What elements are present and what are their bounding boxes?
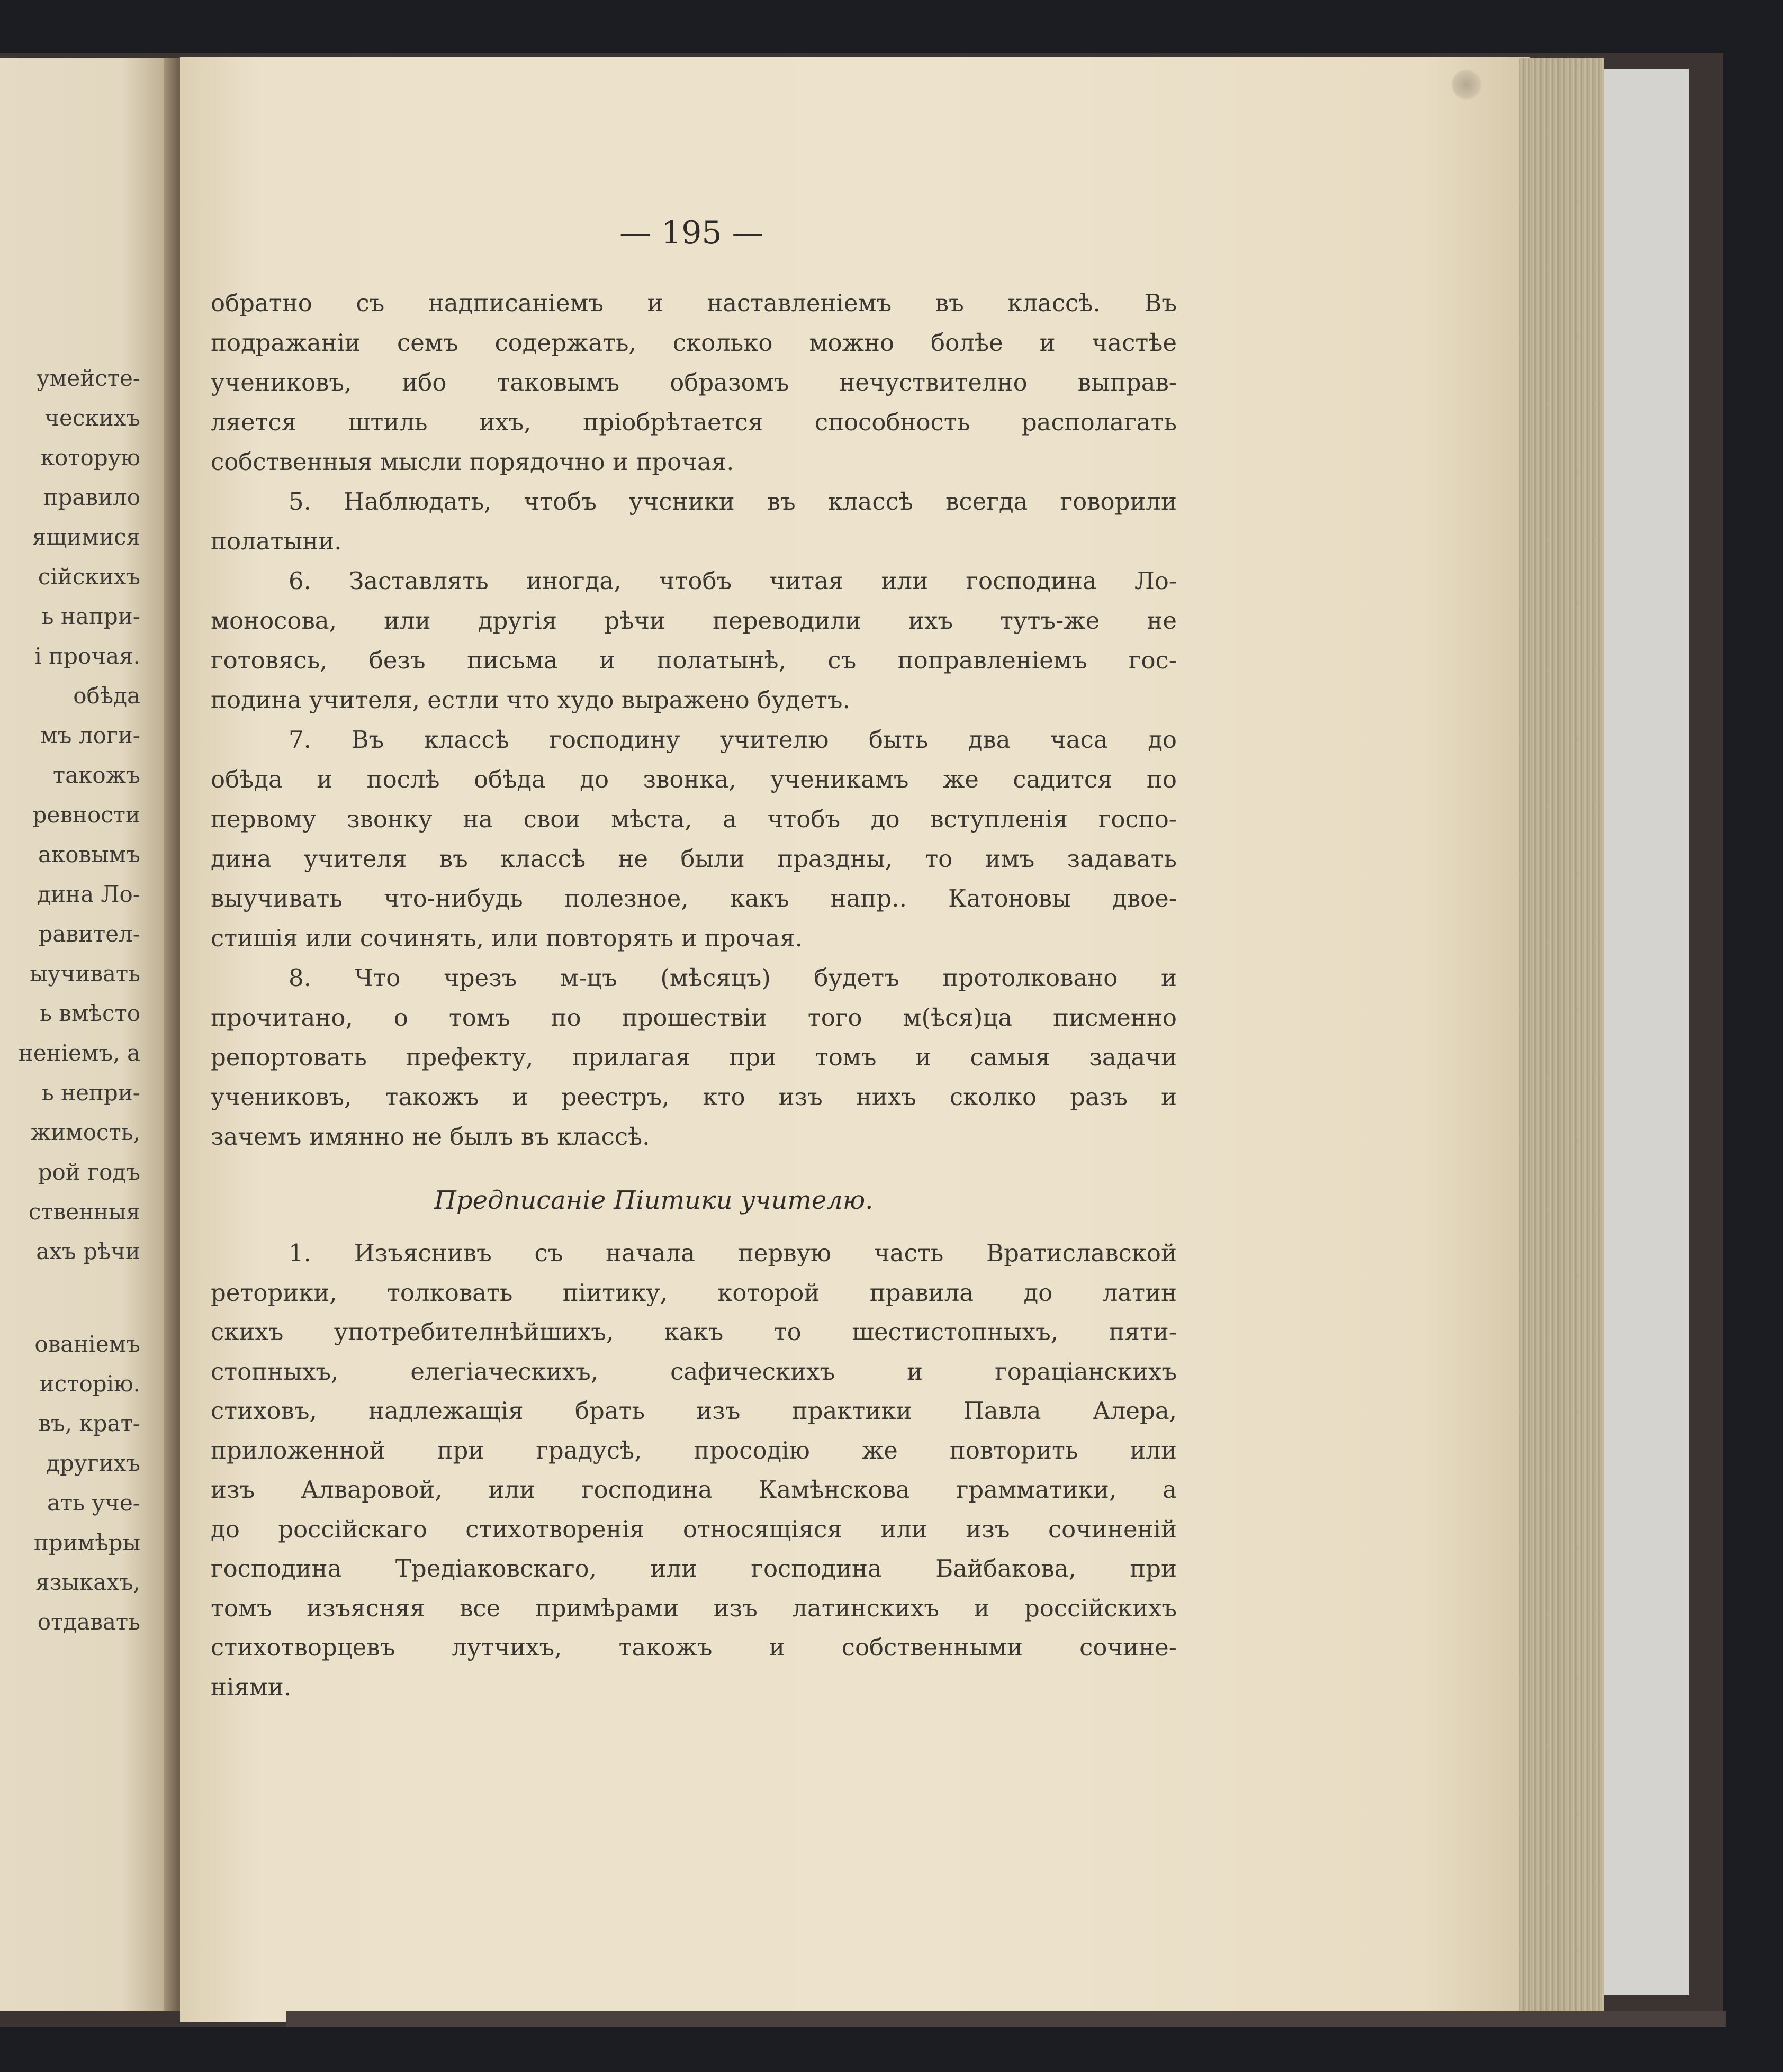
left-page-line: ственныя <box>28 1199 140 1225</box>
left-page-line: отдавать <box>37 1609 140 1635</box>
left-page-line: правило <box>43 484 140 510</box>
left-page-line: такожъ <box>52 762 140 788</box>
left-page-line: обѣда <box>73 683 140 709</box>
section-line: стиховъ, надлежащiя брать изъ практики Павла Алера, <box>211 1397 1177 1425</box>
left-page-line: ованiемъ <box>34 1331 140 1357</box>
body-line: подражанiи семъ содержать, сколько можно болѣе и частѣе <box>211 329 1177 357</box>
page-stack-edge <box>1519 58 1604 2011</box>
left-page-line: жимость, <box>30 1119 140 1145</box>
body-line: ляется штиль ихъ, прiобрѣтается способность располагать <box>211 408 1177 436</box>
section-line: господина Тредiаковскаго, или господина Байбакова, при <box>211 1554 1177 1582</box>
section-line: нiями. <box>211 1672 292 1701</box>
body-line: полатыни. <box>211 527 342 555</box>
left-page <box>0 58 175 2011</box>
left-page-line: і прочая. <box>34 643 140 669</box>
body-line: моносова, или другiя рѣчи переводили ихъ тутъ-же не <box>211 607 1177 635</box>
body-line: 8. Что чрезъ м-цъ (мѣсяцъ) будетъ протолковано и <box>289 964 1177 992</box>
body-line: 5. Наблюдать, чтобъ учсники въ классѣ всегда говорили <box>289 487 1177 515</box>
body-line: обратно съ надписанiемъ и наставленiемъ въ классѣ. Въ <box>211 289 1177 317</box>
body-line: собственныя мысли порядочно и прочая. <box>211 448 734 476</box>
section-line: приложенной при градусѣ, просодiю же повторить или <box>211 1436 1177 1464</box>
left-page-line: ревности <box>32 802 140 828</box>
body-line: подина учителя, естли что худо выражено будетъ. <box>211 686 850 714</box>
section-line: реторики, толковать пiитику, которой правила до латин <box>211 1278 1177 1307</box>
body-line: обѣда и послѣ обѣда до звонка, ученикамъ же садится по <box>211 765 1177 793</box>
left-page-line: ненiемъ, а <box>18 1040 140 1066</box>
left-page-line: рой годъ <box>38 1159 140 1185</box>
left-page-line: исторiю. <box>39 1371 140 1397</box>
section-line: до россiйскаго стихотворенiя относящiяся или изъ сочиненiй <box>211 1515 1177 1543</box>
left-page-line: ахъ рѣчи <box>36 1238 140 1264</box>
left-page-line: въ, крат- <box>38 1410 140 1436</box>
left-page-line: языкахъ, <box>35 1569 140 1595</box>
left-page-line: дина Ло- <box>37 881 140 907</box>
body-line: зачемъ имянно не былъ въ классѣ. <box>211 1123 650 1151</box>
left-page-line: ческихъ <box>44 405 140 431</box>
section-heading: Предписанiе Пiитики учителю. <box>434 1186 874 1215</box>
body-line: дина учителя въ классѣ не были праздны, то имъ задавать <box>211 845 1177 873</box>
left-page-line: аковымъ <box>38 842 140 867</box>
corner-stain <box>1451 69 1482 101</box>
left-page-line: ать уче- <box>47 1490 140 1516</box>
section-line: стихотворцевъ лутчихъ, такожъ и собственными сочине- <box>211 1633 1177 1661</box>
left-page-line: ь непри- <box>41 1080 140 1106</box>
section-line: изъ Алваровой, или господина Камѣнскова грамматики, а <box>211 1476 1177 1504</box>
section-line: стопныхъ, елегiаческихъ, сафическихъ и горацiанскихъ <box>211 1357 1177 1386</box>
left-page-line: другихъ <box>46 1450 140 1476</box>
body-line: 6. Заставлять иногда, чтобъ читая или господина Ло- <box>289 567 1177 595</box>
section-line: скихъ употребителнѣйшихъ, какъ то шестистопныхъ, пяти- <box>211 1318 1177 1346</box>
body-line: учениковъ, ибо таковымъ образомъ нечуствително выправ- <box>211 368 1177 396</box>
body-line: первому звонку на свои мѣста, а чтобъ до вступленiя госпо- <box>211 805 1177 833</box>
left-page-line: ыучивать <box>30 961 140 987</box>
body-line: готовясь, безъ письма и полатынѣ, съ поправленiемъ гос- <box>211 646 1177 674</box>
section-line: 1. Изъяснивъ съ начала первую часть Вратиславской <box>289 1239 1177 1267</box>
page-number: — 195 — <box>619 214 764 251</box>
left-page-line: ящимися <box>32 524 140 550</box>
left-page-line: ь напри- <box>41 603 140 629</box>
left-page-line: примѣры <box>33 1530 140 1555</box>
left-page-line: мъ логи- <box>40 722 140 748</box>
body-line: прочитано, о томъ по прошествiи того м(ѣся)ца писменно <box>211 1003 1177 1032</box>
page-edge-strip <box>1593 69 1689 1995</box>
bottom-shadow <box>286 2011 1726 2027</box>
body-line: репортовать префекту, прилагая при томъ и самыя задачи <box>211 1043 1177 1071</box>
section-line: томъ изъясняя все примѣрами изъ латинскихъ и россiйскихъ <box>211 1594 1177 1622</box>
left-page-line: равител- <box>38 921 140 947</box>
left-page-line: которую <box>40 445 140 471</box>
body-line: 7. Въ классѣ господину учителю быть два часа до <box>289 726 1177 754</box>
left-page-line: ь вмѣсто <box>40 1000 140 1026</box>
body-line: стишiя или сочинять, или повторять и прочая. <box>211 924 803 952</box>
body-line: учениковъ, такожъ и реестръ, кто изъ нихъ сколко разъ и <box>211 1083 1177 1111</box>
left-page-line: умейсте- <box>36 365 140 391</box>
body-line: выучивать что-нибудь полезное, какъ напр.. Катоновы двое- <box>211 884 1177 912</box>
left-page-line: сійскихъ <box>38 564 140 590</box>
